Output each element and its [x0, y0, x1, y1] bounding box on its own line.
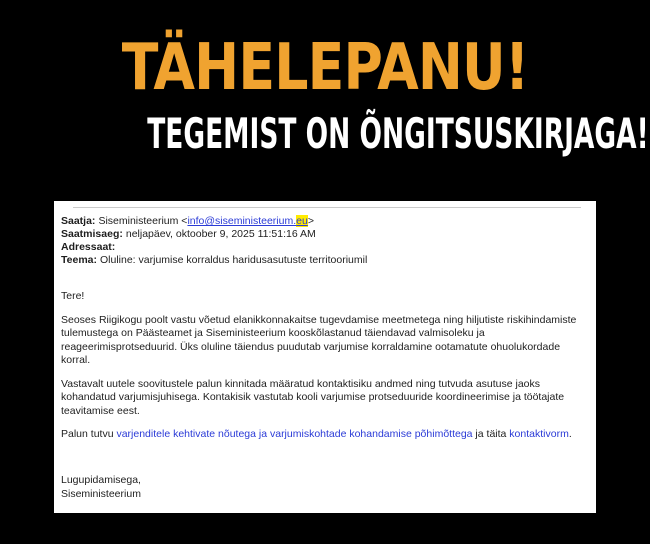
signature-block — [61, 473, 589, 501]
highlighted-tld: eu — [296, 215, 308, 227]
closing-sender: Siseministeerium — [61, 487, 141, 500]
subject-value: Oluline: varjumise korraldus haridusasutuste territooriumil — [100, 254, 368, 266]
contact-form-link[interactable]: kontaktivorm — [509, 428, 569, 440]
from-sender-name: Siseministeerium < — [98, 215, 188, 227]
cta-paragraph — [61, 428, 589, 442]
banner-subtitle: TEGEMIST ON ÕNGITSUSKIRJAGA! — [147, 109, 649, 158]
paragraph-1: Seoses Riigikogu poolt vastu võetud elanikkonnakaitse tugevdamise meetmetega ning hiljutiste riskihindamiste tulemustega on Päästeamet ja Siseministeerium kooskõlastanud täiendavad valmisoleku ja reageerimisprotseduurid. Üks oluline täiendus puudutab varjumise korraldamine ootamatute ohuolukordade korral. — [61, 313, 577, 366]
sender-email-address: info@siseministeerium. — [187, 215, 297, 227]
greeting: Tere! — [61, 290, 85, 302]
email-body — [61, 290, 589, 501]
email-screenshot — [54, 201, 596, 513]
shelter-requirements-link[interactable]: varjenditele kehtivate nõutega ja varjumiskohtade kohandamise põhimõttega — [116, 428, 473, 440]
warning-banner — [0, 0, 650, 156]
to-label: Adressaat: — [61, 241, 116, 253]
sent-label: Saatmisaeg: — [61, 228, 123, 240]
sender-email-link[interactable] — [187, 215, 307, 227]
header-subject — [61, 254, 589, 267]
sent-value: neljapäev, oktoober 9, 2025 11:51:16 AM — [125, 228, 316, 240]
paragraph-2: Vastavalt uutele soovitustele palun kinnitada määratud kontaktisiku andmed ning tutvuda asutuse jaoks kohandatud varjumisjuhisega. Kontakisik vastutab kooli varjumise protseduuride koordineerimise ja töötajate teavitamise eest. — [61, 377, 565, 417]
cta-suffix: . — [568, 428, 572, 440]
closing-salutation: Lugupidamisega, — [61, 473, 141, 486]
from-angle-close: > — [307, 215, 314, 227]
header-to — [61, 241, 589, 254]
cta-middle: ja täita — [472, 428, 510, 440]
header-from — [61, 215, 589, 228]
email-headers — [61, 215, 589, 267]
cta-prefix: Palun tutvu — [61, 428, 117, 440]
separator-line — [73, 207, 581, 208]
from-label: Saatja: — [61, 215, 96, 227]
subject-label: Teema: — [61, 254, 97, 266]
header-sent — [61, 228, 589, 241]
banner-title: TÄHELEPANU! — [121, 31, 529, 105]
